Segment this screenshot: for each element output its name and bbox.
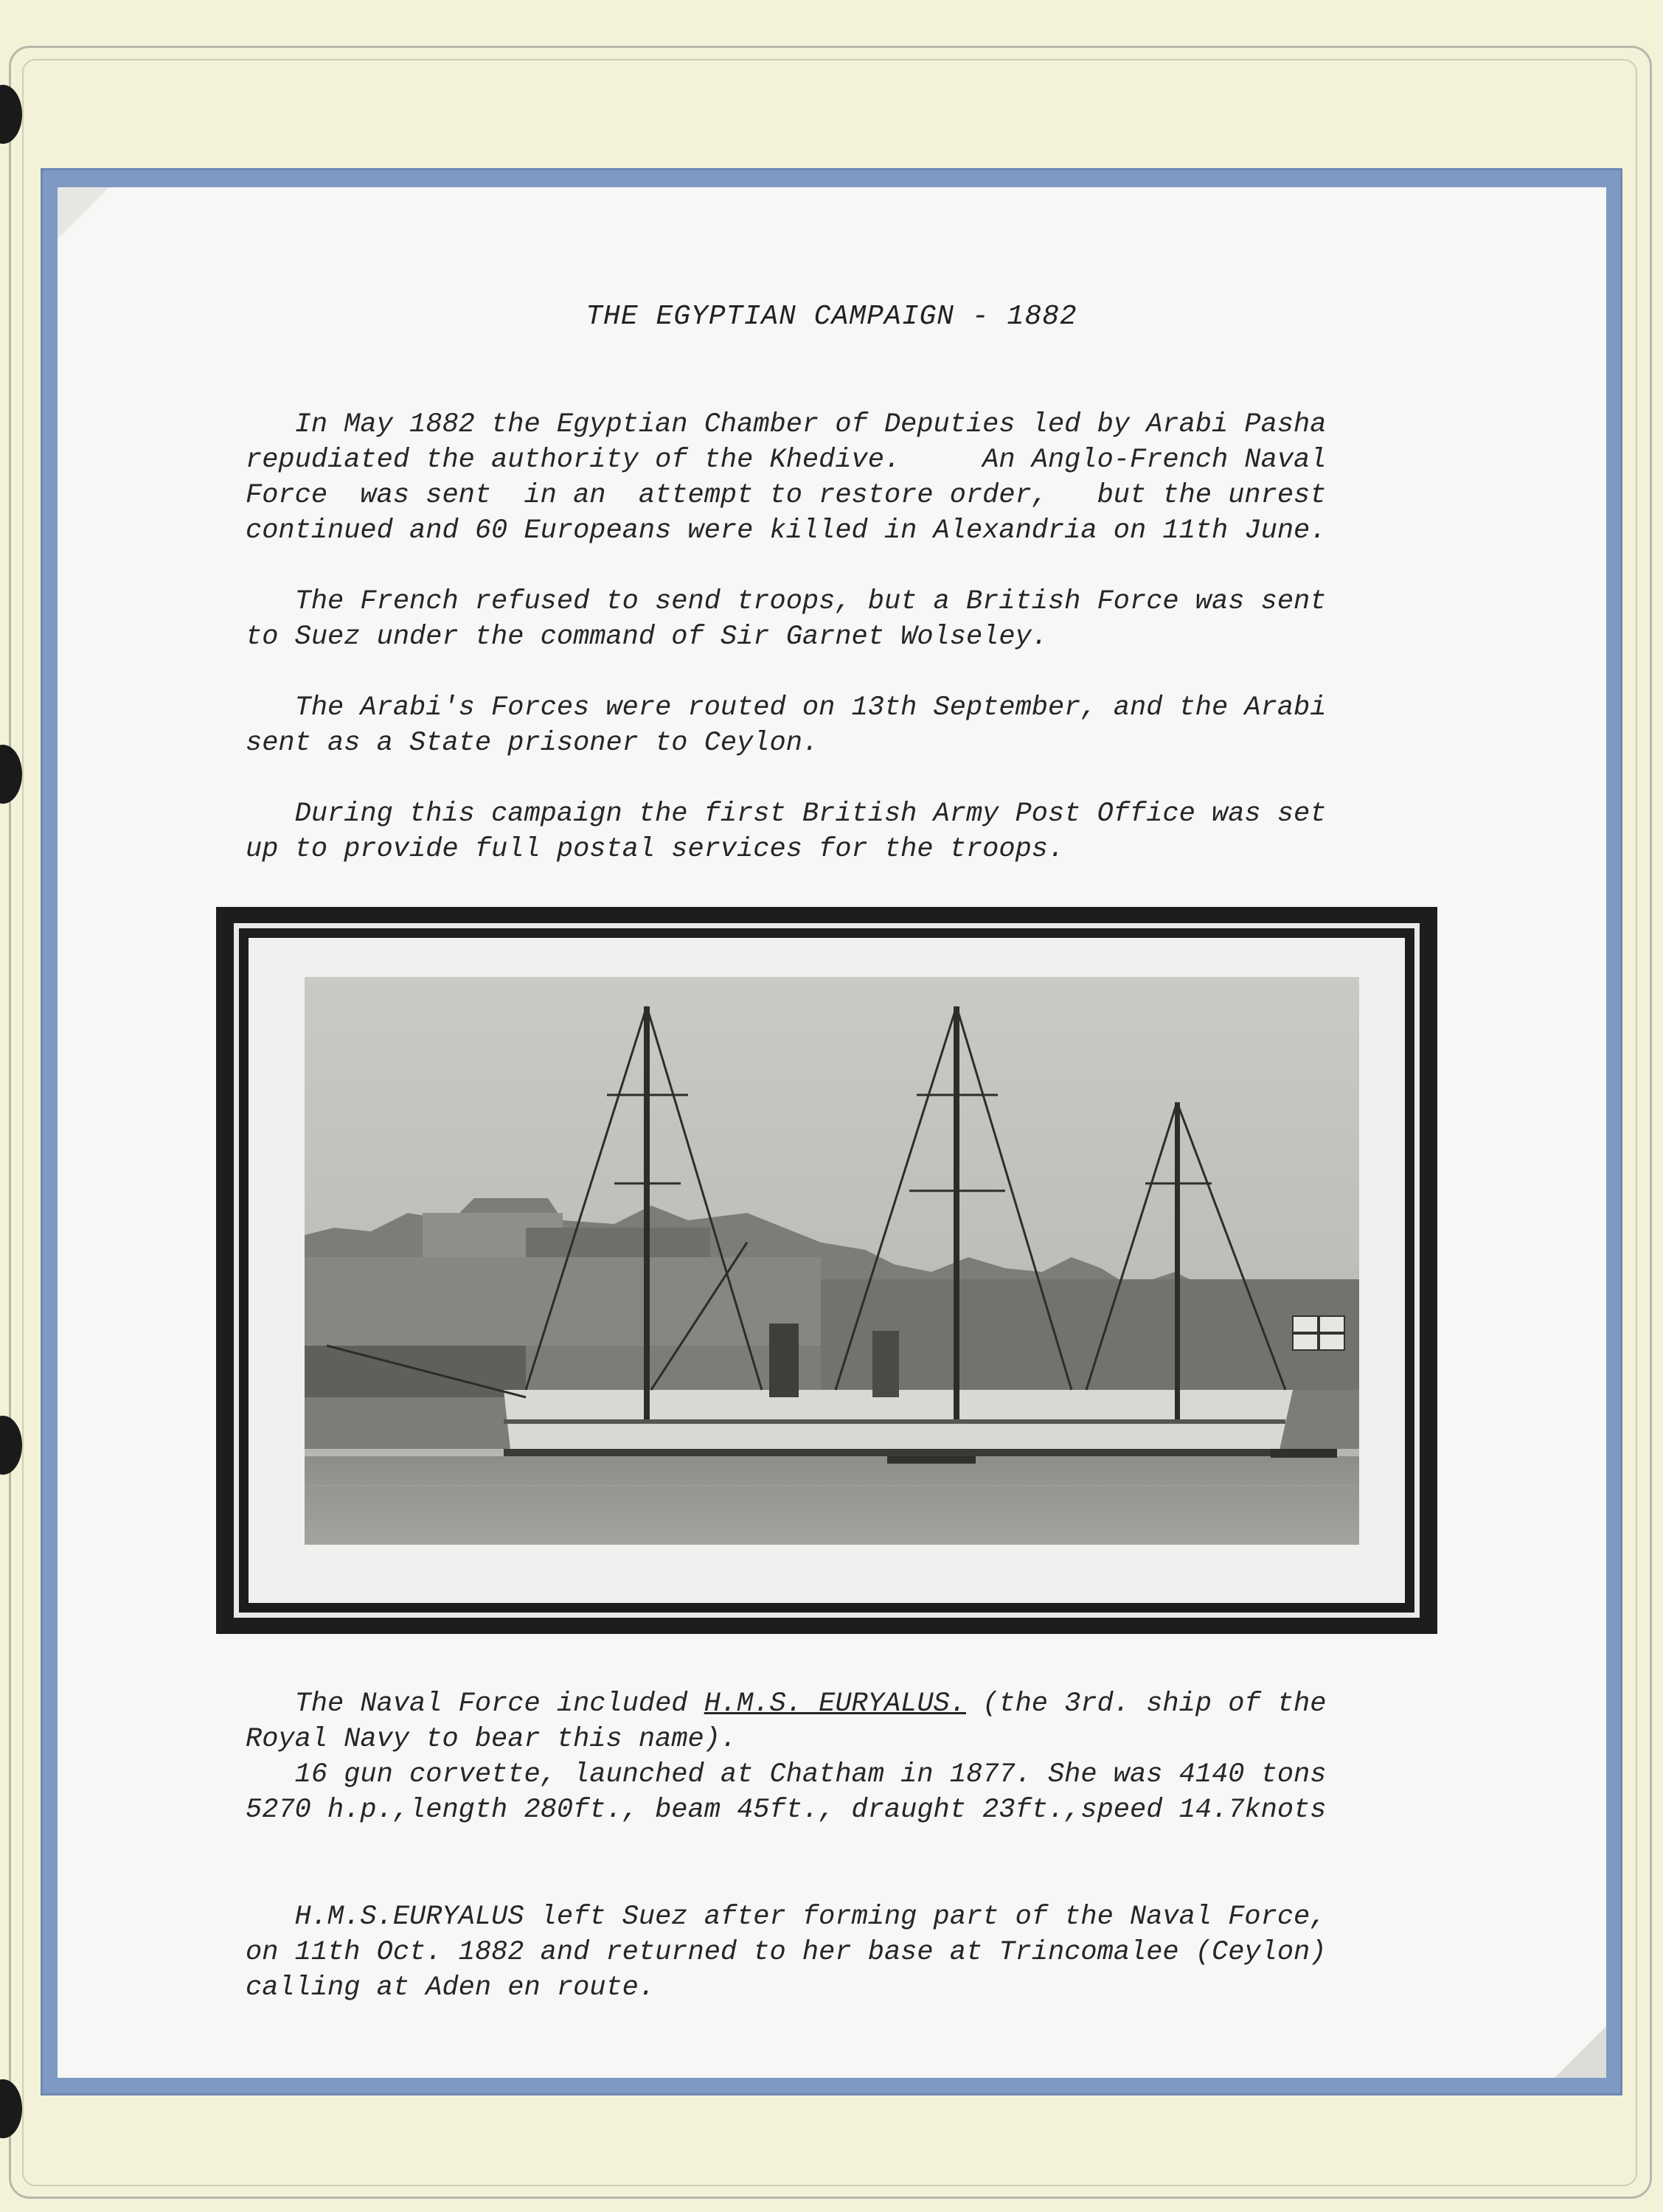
photo-corner-bottom-right — [1555, 2026, 1606, 2078]
paragraph-army-post-office: During this campaign the first British Army Post Office was set up to provide full postal services for the troops. — [246, 799, 1327, 865]
paragraph-arabi-routed: The Arabi's Forces were routed on 13th September, and the Arabi sent as a State prisoner to Ceylon. — [246, 692, 1327, 759]
photo-frame — [216, 907, 1437, 1634]
ship-name-underlined: H.M.S. EURYALUS. — [704, 1688, 966, 1719]
photo-corner-top-left — [58, 187, 109, 239]
page-title: THE EGYPTIAN CAMPAIGN - 1882 — [586, 301, 1077, 333]
hms-euryalus-image — [305, 977, 1359, 1545]
paragraph-euryalus-departure: H.M.S.EURYALUS left Suez after forming part of the Naval Force, on 11th Oct. 1882 and returned to her base at Trincomalee (Ceylon) calling at Aden en route. — [246, 1902, 1327, 2003]
naval-force-intro-text: The Naval Force included — [246, 1688, 704, 1719]
paragraph-naval-force — [246, 1686, 1411, 1828]
ship-photograph — [305, 977, 1359, 1545]
paragraph-british-force: The French refused to send troops, but a British Force was sent to Suez under the command of Sir Garnet Wolseley. — [246, 586, 1327, 653]
paragraph-intro: In May 1882 the Egyptian Chamber of Deputies led by Arabi Pasha repudiated the authority of the Khedive. An Anglo-French Naval Force was sent in an attempt to restore order, but the unrest continued and 60 Europeans were killed in Alexandria on 11th June. — [246, 409, 1327, 546]
ship-specifications-text: (the 3rd. ship of the Royal Navy to bear this name). 16 gun corvette, launched at Chatham in 1877. She was 4140 tons 5270 h.p.,length 280ft., beam 45ft., draught 23ft.,speed 14.7knots — [246, 1688, 1327, 1826]
